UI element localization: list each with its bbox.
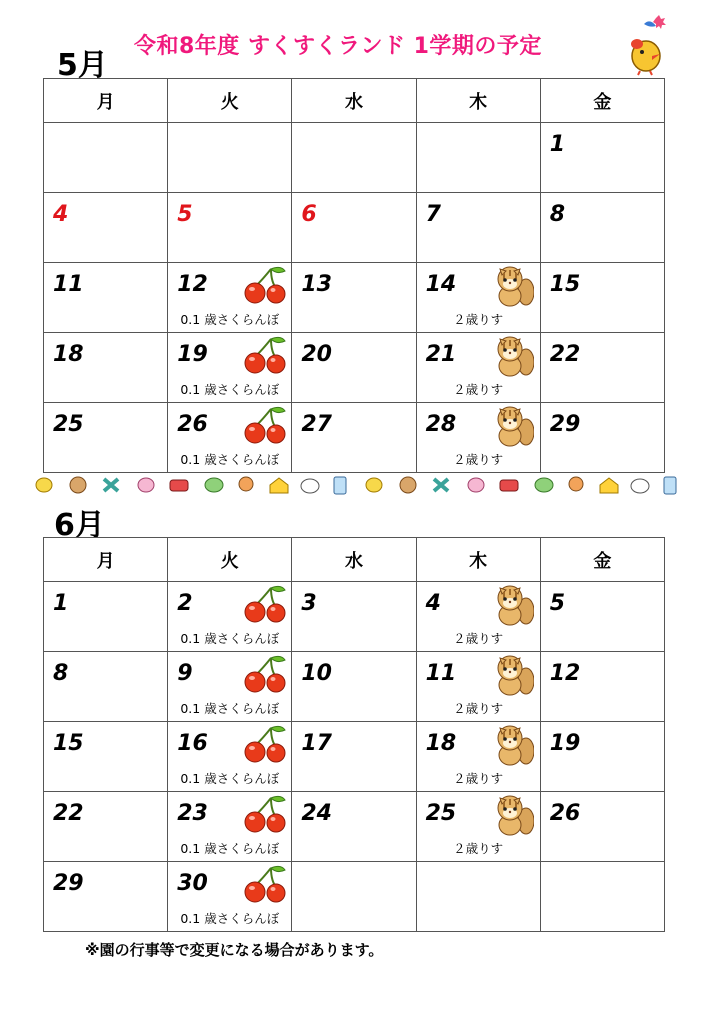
day-cell	[44, 333, 168, 403]
day-cell	[168, 333, 292, 403]
day-cell	[168, 862, 292, 932]
day-number: 12	[177, 272, 208, 297]
event-label-squirrel-class: ２歳りす	[453, 452, 504, 467]
day-number: 10	[301, 661, 332, 686]
june-label: 6月	[54, 508, 105, 543]
event-label-squirrel-class: ２歳りす	[453, 701, 504, 716]
day-cell	[168, 582, 292, 652]
day-number: 27	[301, 412, 332, 437]
cherry-icon	[243, 405, 287, 445]
week-row	[44, 722, 665, 792]
day-number: 21	[425, 342, 457, 367]
squirrel-icon	[492, 653, 534, 697]
week-row	[44, 652, 665, 722]
squirrel-icon	[492, 723, 534, 767]
event-label-cherry-class: 0.1 歳さくらんぼ	[180, 911, 280, 926]
page-title: 令和8年度 すくすくランド 1学期の予定	[134, 34, 542, 59]
day-number: 22	[549, 342, 581, 367]
day-cell	[292, 582, 416, 652]
day-cell	[292, 123, 416, 193]
cherry-icon	[243, 265, 287, 305]
event-label-cherry-class: 0.1 歳さくらんぼ	[180, 312, 280, 327]
cherry-icon	[243, 864, 287, 904]
day-number: 25	[425, 801, 457, 826]
day-number: 14	[425, 272, 457, 297]
day-number: 24	[301, 801, 332, 826]
day-number: 4	[53, 202, 69, 227]
day-number: 19	[177, 342, 208, 367]
weekday-header-row	[44, 538, 665, 582]
event-label-squirrel-class: ２歳りす	[453, 312, 504, 327]
day-cell	[540, 193, 664, 263]
day-cell	[292, 792, 416, 862]
day-cell	[416, 862, 540, 932]
weekday-mon: 月	[44, 79, 168, 123]
day-cell	[540, 582, 664, 652]
day-cell	[292, 403, 416, 473]
day-number: 4	[425, 591, 441, 616]
event-label-squirrel-class: ２歳りす	[453, 841, 504, 856]
day-cell	[292, 333, 416, 403]
day-cell	[540, 263, 664, 333]
day-cell	[540, 123, 664, 193]
day-number: 11	[425, 661, 457, 686]
day-number: 20	[301, 342, 332, 367]
day-cell	[416, 403, 540, 473]
day-number: 11	[53, 272, 84, 297]
day-cell	[292, 722, 416, 792]
june-calendar	[43, 537, 665, 932]
cherry-icon	[243, 724, 287, 764]
day-cell	[292, 263, 416, 333]
day-cell	[168, 403, 292, 473]
squirrel-icon	[492, 264, 534, 308]
day-number: 2	[177, 591, 193, 616]
day-number: 25	[53, 412, 84, 437]
day-cell	[416, 193, 540, 263]
week-row	[44, 582, 665, 652]
day-cell	[44, 193, 168, 263]
event-label-squirrel-class: ２歳りす	[453, 382, 504, 397]
day-cell	[168, 722, 292, 792]
day-cell	[292, 652, 416, 722]
weekday-mon: 月	[44, 538, 168, 582]
day-number: 8	[53, 661, 69, 686]
day-cell	[540, 403, 664, 473]
day-number: 30	[177, 871, 208, 896]
day-cell	[44, 123, 168, 193]
week-row	[44, 862, 665, 932]
squirrel-icon	[492, 583, 534, 627]
week-row	[44, 333, 665, 403]
day-number: 29	[53, 871, 84, 896]
day-number: 12	[549, 661, 581, 686]
weekday-fri: 金	[540, 79, 664, 123]
day-cell	[416, 333, 540, 403]
day-number: 1	[549, 132, 566, 157]
event-label-cherry-class: 0.1 歳さくらんぼ	[180, 452, 280, 467]
day-cell	[540, 862, 664, 932]
may-calendar	[43, 78, 665, 473]
day-number: 19	[549, 731, 581, 756]
day-number: 18	[53, 342, 84, 367]
day-cell	[168, 652, 292, 722]
day-cell	[44, 582, 168, 652]
week-row	[44, 123, 665, 193]
day-cell	[540, 333, 664, 403]
event-label-squirrel-class: ２歳りす	[453, 771, 504, 786]
may-label: 5月	[57, 48, 108, 83]
cherry-icon	[243, 335, 287, 375]
weekday-thu: 木	[416, 538, 540, 582]
day-cell	[540, 792, 664, 862]
day-cell	[44, 792, 168, 862]
day-cell	[168, 123, 292, 193]
day-number: 22	[53, 801, 84, 826]
weekday-wed: 水	[292, 538, 416, 582]
day-cell	[416, 123, 540, 193]
event-label-cherry-class: 0.1 歳さくらんぼ	[180, 631, 280, 646]
day-number: 6	[301, 202, 317, 227]
day-number: 17	[301, 731, 332, 756]
event-label-cherry-class: 0.1 歳さくらんぼ	[180, 841, 280, 856]
day-cell	[540, 722, 664, 792]
day-cell	[44, 722, 168, 792]
day-number: 16	[177, 731, 208, 756]
day-cell	[44, 862, 168, 932]
day-number: 3	[301, 591, 317, 616]
day-cell	[44, 403, 168, 473]
cherry-icon	[243, 654, 287, 694]
cherry-icon	[243, 794, 287, 834]
squirrel-icon	[492, 404, 534, 448]
weekday-wed: 水	[292, 79, 416, 123]
day-number: 8	[549, 202, 566, 227]
day-number: 15	[549, 272, 581, 297]
decorative-border	[34, 471, 684, 499]
day-number: 28	[425, 412, 457, 437]
day-cell	[168, 263, 292, 333]
day-cell	[168, 193, 292, 263]
day-cell	[416, 792, 540, 862]
weekday-thu: 木	[416, 79, 540, 123]
day-number: 26	[177, 412, 208, 437]
day-cell	[416, 582, 540, 652]
day-cell	[416, 722, 540, 792]
day-cell	[540, 652, 664, 722]
day-number: 18	[425, 731, 457, 756]
weekday-tue: 火	[168, 79, 292, 123]
cherry-icon	[243, 584, 287, 624]
day-cell	[292, 193, 416, 263]
day-number: 15	[53, 731, 84, 756]
week-row	[44, 403, 665, 473]
day-number: 9	[177, 661, 193, 686]
day-cell	[416, 263, 540, 333]
event-label-cherry-class: 0.1 歳さくらんぼ	[180, 771, 280, 786]
event-label-cherry-class: 0.1 歳さくらんぼ	[180, 382, 280, 397]
week-row	[44, 193, 665, 263]
day-number: 5	[177, 202, 193, 227]
day-cell	[168, 792, 292, 862]
week-row	[44, 792, 665, 862]
weekday-header-row	[44, 79, 665, 123]
day-number: 13	[301, 272, 332, 297]
day-number: 26	[549, 801, 581, 826]
day-number: 23	[177, 801, 208, 826]
week-row	[44, 263, 665, 333]
day-number: 29	[549, 412, 581, 437]
squirrel-icon	[492, 793, 534, 837]
day-cell	[44, 263, 168, 333]
event-label-squirrel-class: ２歳りす	[453, 631, 504, 646]
day-cell	[416, 652, 540, 722]
day-number: 1	[53, 591, 69, 616]
event-label-cherry-class: 0.1 歳さくらんぼ	[180, 701, 280, 716]
day-number: 5	[549, 591, 566, 616]
weekday-tue: 火	[168, 538, 292, 582]
footnote: ※園の行事等で変更になる場合があります。	[85, 941, 384, 959]
squirrel-icon	[492, 334, 534, 378]
day-cell	[292, 862, 416, 932]
day-cell	[44, 652, 168, 722]
weekday-fri: 金	[540, 538, 664, 582]
day-number: 7	[425, 202, 441, 227]
bird-mascot-icon	[626, 14, 670, 76]
